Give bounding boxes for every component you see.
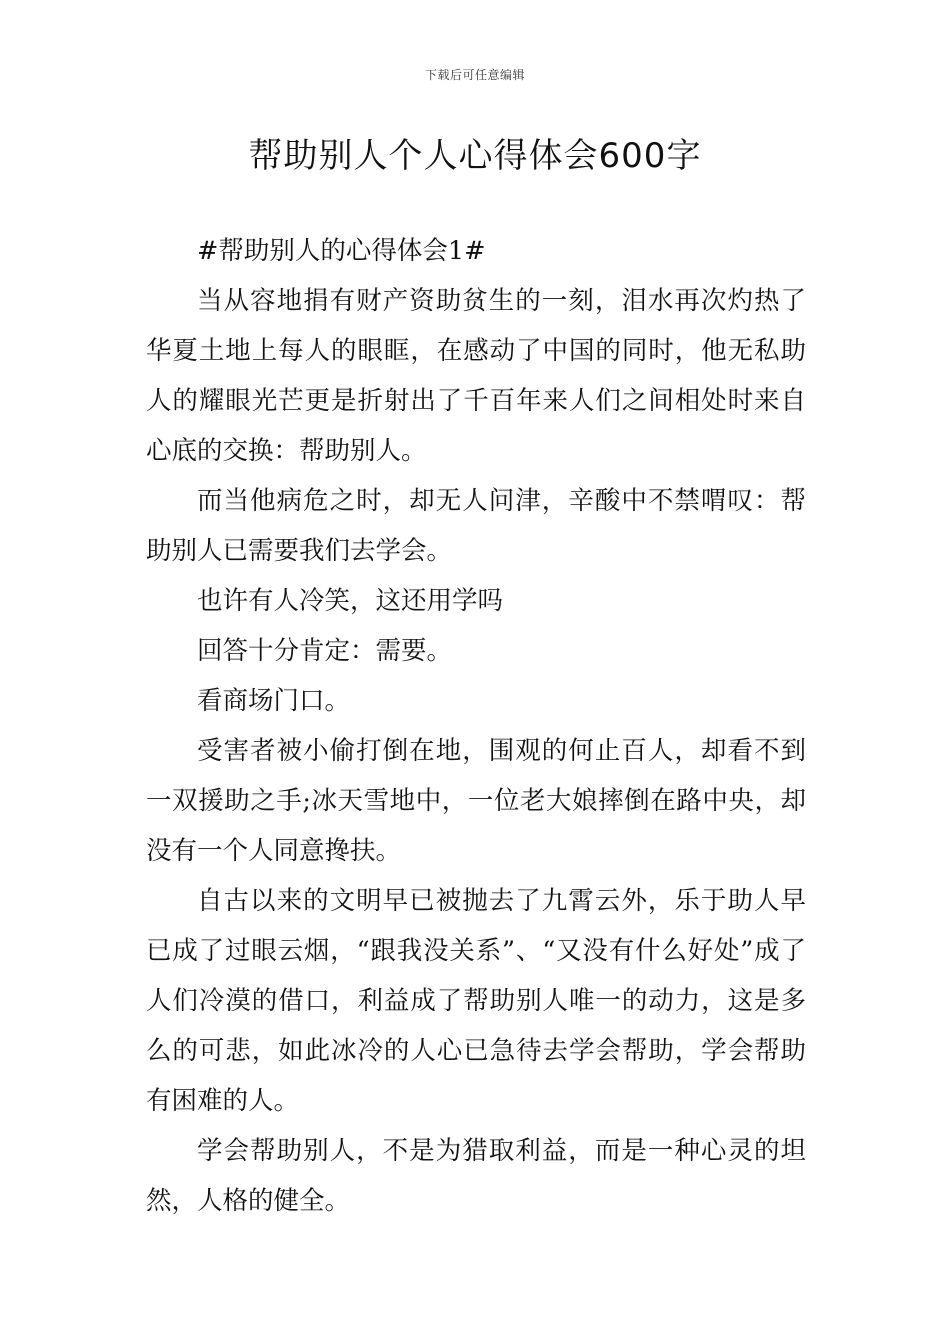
paragraph: 看商场门口。 [197, 686, 351, 716]
paragraph: 也许有人冷笑，这还用学吗 [197, 586, 504, 616]
paragraph: 学会帮助别人，不是为猎取利益，而是一种心灵的坦然，人格的健全。 [146, 1136, 806, 1216]
paragraph: 而当他病危之时，却无人问津，辛酸中不禁喟叹：帮助别人已需要我们去学会。 [146, 486, 806, 566]
paragraph: 当从容地捐有财产资助贫生的一刻，泪水再次灼热了华夏土地上每人的眼眶，在感动了中国的同时，他无私助人的耀眼光芒更是折射出了千百年来人们之间相处时来自心底的交换：帮助别人。 [146, 286, 806, 466]
paragraph: 自古以来的文明早已被抛去了九霄云外，乐于助人早已成了过眼云烟，“跟我没关系”、“又没有什么好处”成了人们冷漠的借口，利益成了帮助别人唯一的动力，这是多么的可悲，如此冰冷的人心已急待去学会帮助，学会帮助有困难的人。 [146, 886, 806, 1116]
document-title: 帮助别人个人心得体会600字 [248, 136, 702, 176]
paragraph: 受害者被小偷打倒在地，围观的何止百人，却看不到一双援助之手;冰天雪地中，一位老大娘摔倒在路中央，却没有一个人同意搀扶。 [146, 736, 806, 866]
document-body [146, 226, 806, 1226]
section-heading: #帮助别人的心得体会1# [197, 236, 486, 266]
paragraph: 回答十分肯定：需要。 [197, 636, 453, 666]
header-note: 下载后可任意编辑 [424, 68, 525, 82]
